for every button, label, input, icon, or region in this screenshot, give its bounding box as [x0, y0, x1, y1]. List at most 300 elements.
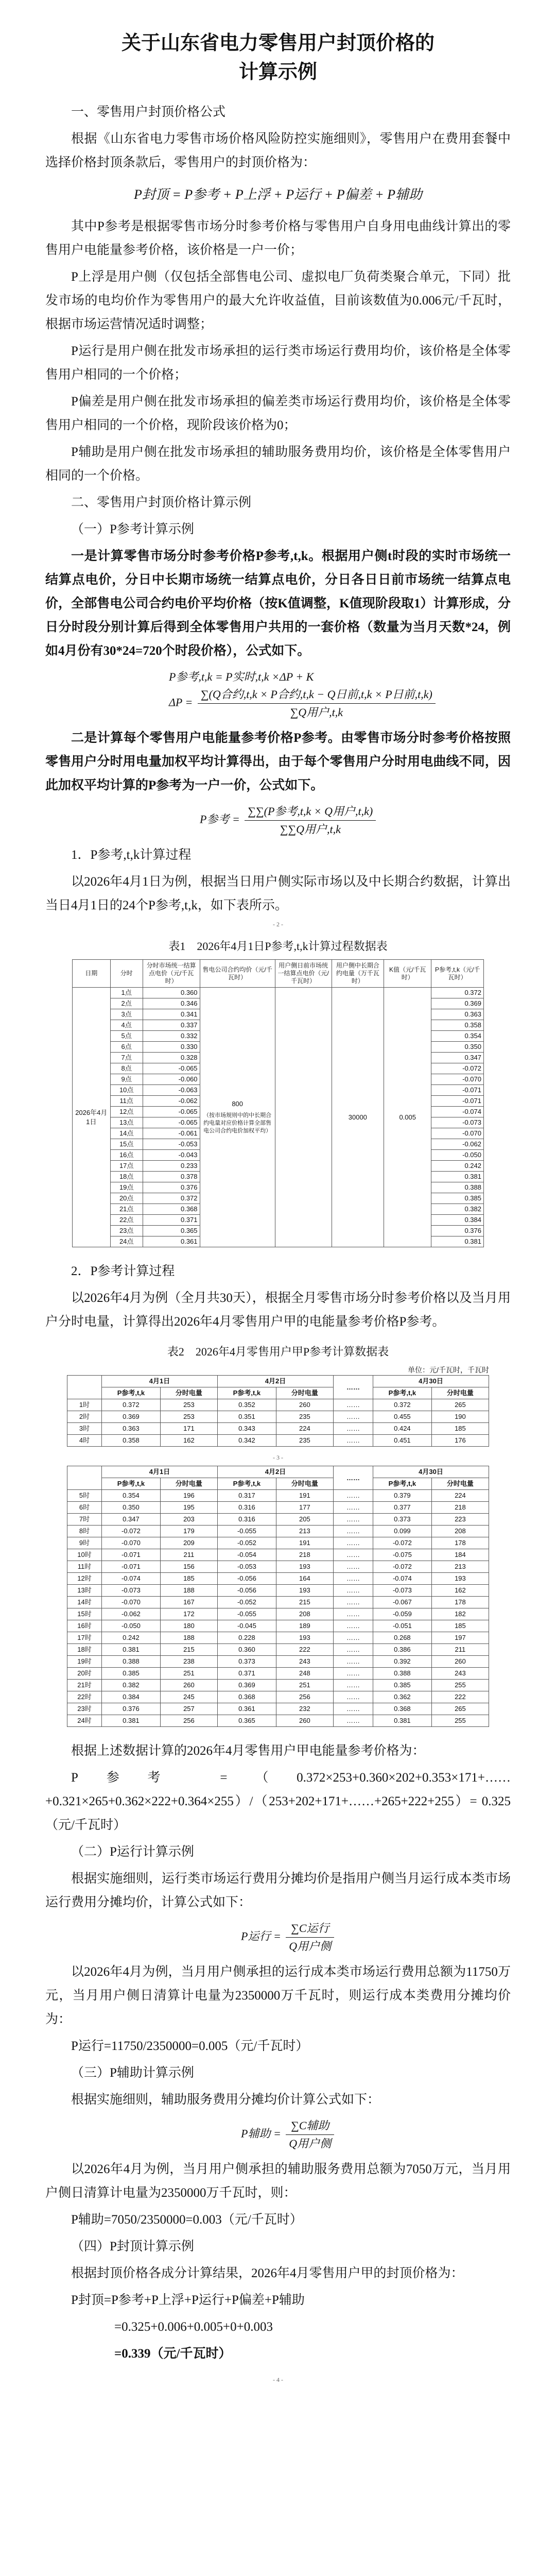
table-cell: 9点	[110, 1074, 143, 1085]
table-cell: ……	[333, 1656, 373, 1668]
table-cell: 208	[431, 1526, 489, 1537]
column-subheader: 分时电量	[276, 1387, 333, 1399]
table-cell: 255	[431, 1715, 489, 1727]
table-cell: 0.268	[373, 1632, 431, 1644]
table-cell: 251	[276, 1680, 333, 1691]
table-cell: 4时	[67, 1435, 102, 1447]
table-cell: 17时	[67, 1632, 102, 1644]
paragraph-bold: 一是计算零售市场分时参考价格P参考,t,k。根据用户侧t时段的实时市场统一结算点电价，分日中长期市场统一结算点电价，分日各日日前市场统一结算点电价，全部售电公司合约电价平均价格（按K值调整，K值现阶段取1）计算形成，分日分时段分别计算后得到全体零售用户共用的一套价格（数量为当月天数*24，例如4月份有30*24=720个时段价格），公式如下。	[45, 549, 511, 658]
formula-lhs: P辅助 =	[241, 2127, 281, 2140]
table-cell: -0.071	[431, 1085, 484, 1096]
table-cell: 9时	[67, 1537, 102, 1549]
table-cell: 245	[160, 1691, 217, 1703]
paragraph: 以2026年4月为例，当月用户侧承担的运行成本类市场运行费用总额为11750万元，当月用户侧日清算计电量为2350000万千瓦时，则运行成本类费用分摊均价为：	[45, 1965, 511, 2026]
table-cell: 178	[431, 1537, 489, 1549]
table-cell: -0.072	[373, 1537, 431, 1549]
table-cell: 22点	[110, 1215, 143, 1226]
table-cell: 193	[276, 1585, 333, 1597]
table-subheader-row	[67, 1387, 489, 1399]
table-cell: 0.372	[373, 1399, 431, 1411]
column-header: 分时	[110, 960, 143, 988]
table-cell: 224	[276, 1423, 333, 1435]
table-cell: 191	[276, 1537, 333, 1549]
table-cell: 185	[431, 1620, 489, 1632]
table-cell: -0.070	[431, 1074, 484, 1085]
table-row	[67, 1561, 489, 1573]
fraction	[286, 1920, 334, 1955]
column-subheader: 分时电量	[160, 1478, 217, 1490]
table-cell: -0.062	[143, 1096, 200, 1107]
table-cell: 21点	[110, 1204, 143, 1215]
table-cell: -0.062	[102, 1608, 161, 1620]
table-cell: -0.063	[143, 1085, 200, 1096]
table-cell: 24时	[67, 1715, 102, 1727]
table-cell: 0.233	[143, 1161, 200, 1172]
page-number: - 3 -	[273, 1454, 283, 1461]
fraction-denominator: Q用户侧	[289, 1940, 332, 1953]
column-header: 日期	[73, 960, 111, 988]
table-cell: 8点	[110, 1063, 143, 1074]
table-row	[67, 1549, 489, 1561]
paragraph: 根据实施细则，运行类市场运行费用分摊均价是指用户侧当月运行成本类市场运行费用分摊均价，计算公式如下：	[45, 1872, 511, 1909]
column-subheader: 分时电量	[276, 1478, 333, 1490]
table-cell: 265	[431, 1703, 489, 1715]
table-cell: 0.317	[217, 1490, 276, 1502]
table-cell: 0.316	[217, 1502, 276, 1514]
table-user-price-part2	[67, 1466, 489, 1727]
table-cell: 243	[276, 1656, 333, 1668]
fraction-numerator: ∑C辅助	[286, 2117, 334, 2135]
table-cell: 0.388	[102, 1656, 161, 1668]
table-cell: ……	[333, 1399, 373, 1411]
table-row	[67, 1585, 489, 1597]
formula-user-price	[200, 803, 511, 838]
table-cell: 0.386	[373, 1644, 431, 1656]
formula-time-price	[169, 668, 511, 721]
table-cell: 0.424	[373, 1423, 431, 1435]
table-cell: 21时	[67, 1680, 102, 1691]
table-cell: 178	[431, 1597, 489, 1608]
table-cell: ……	[333, 1490, 373, 1502]
table-cell: 235	[276, 1435, 333, 1447]
table-cell: 215	[160, 1644, 217, 1656]
column-subheader: P参考,t,k	[102, 1478, 161, 1490]
table-cell: 2时	[67, 1411, 102, 1423]
table-cell: 19点	[110, 1182, 143, 1193]
table-cell: 0.381	[431, 1172, 484, 1182]
table-cell: 4点	[110, 1020, 143, 1031]
table-cell: 0.354	[431, 1031, 484, 1042]
table-row	[67, 1620, 489, 1632]
paragraph: 根据上述数据计算的2026年4月零售用户甲电能量参考价格为：	[71, 1744, 425, 1758]
table-cell: 0.347	[431, 1053, 484, 1063]
table-cell: -0.062	[431, 1139, 484, 1150]
table-cell: 0.361	[143, 1236, 200, 1247]
table-cell: 256	[160, 1715, 217, 1727]
table-cell: -0.074	[373, 1573, 431, 1585]
table-body	[67, 1490, 489, 1727]
table-cell: 188	[160, 1585, 217, 1597]
table-cell: 7点	[110, 1053, 143, 1063]
table-cell: ……	[333, 1632, 373, 1644]
table-cell: 18点	[110, 1172, 143, 1182]
table-cell	[200, 988, 275, 1247]
formula-operation	[241, 1920, 511, 1955]
table-cell: 10点	[110, 1085, 143, 1096]
table-cell: 203	[160, 1514, 217, 1526]
table-cell: -0.045	[217, 1620, 276, 1632]
table-cell: 208	[276, 1608, 333, 1620]
table-row	[67, 1644, 489, 1656]
fraction	[198, 686, 436, 721]
section-heading-2: 二、零售用户封顶价格计算示例	[71, 496, 252, 510]
title-line-1: 关于山东省电力零售用户封顶价格的	[121, 31, 435, 54]
fraction	[286, 2117, 334, 2153]
table-cell: 222	[276, 1644, 333, 1656]
column-subheader: 分时电量	[431, 1478, 489, 1490]
table-cell: 0.368	[217, 1691, 276, 1703]
table2-caption: 表2 2026年4月零售用户甲P参考计算数据表	[167, 1345, 389, 1358]
table-cell: 0.354	[102, 1490, 161, 1502]
table-row	[67, 1537, 489, 1549]
table-cell: ……	[333, 1435, 373, 1447]
paragraph: 根据《山东省电力零售市场价格风险防控实施细则》，零售用户在费用套餐中选择价格封顶条款后，零售用户的封顶价格为：	[45, 132, 511, 170]
table-row	[67, 1715, 489, 1727]
table-cell: 7时	[67, 1514, 102, 1526]
table-cell: 0.369	[431, 998, 484, 1009]
table-cell: 251	[160, 1668, 217, 1680]
table-cell: -0.067	[373, 1597, 431, 1608]
contract-price: 800	[232, 1100, 244, 1108]
formula-lhs: P运行 =	[241, 1929, 281, 1943]
subsection-heading: （三）P辅助计算示例	[71, 2066, 194, 2080]
table-cell: 235	[276, 1411, 333, 1423]
table-cell: 205	[276, 1514, 333, 1526]
numbered-heading: 2．P参考计算过程	[71, 1264, 175, 1278]
table-row	[67, 1573, 489, 1585]
table-cell: 6时	[67, 1502, 102, 1514]
fraction	[245, 803, 376, 838]
table-cell: 197	[431, 1632, 489, 1644]
paragraph: 以2026年4月为例，当月用户侧承担的辅助服务费用总额为7050万元，当月用户侧日清算计电量为2350000万千瓦时，则：	[45, 2162, 511, 2200]
formula-lhs: ΔP =	[169, 696, 193, 709]
table-cell: 0.376	[143, 1182, 200, 1193]
table-cell: 224	[431, 1490, 489, 1502]
table-cell: -0.071	[102, 1549, 161, 1561]
table-cell: 0.351	[217, 1411, 276, 1423]
column-header: 4月2日	[217, 1376, 333, 1387]
table-cell: ……	[333, 1423, 373, 1435]
table-cell: 0.382	[102, 1680, 161, 1691]
table-cell: 0.381	[102, 1715, 161, 1727]
table-header-row	[67, 1466, 489, 1478]
table-cell: -0.055	[217, 1526, 276, 1537]
column-header	[67, 1376, 102, 1399]
column-header: ……	[333, 1376, 373, 1399]
table-cell: 232	[276, 1703, 333, 1715]
table-cell: 0.362	[373, 1691, 431, 1703]
table-cell: -0.050	[102, 1620, 161, 1632]
column-header: 4月1日	[102, 1466, 218, 1478]
table-cell: 0.242	[431, 1161, 484, 1172]
table-cell: 0.005	[384, 988, 431, 1247]
table-cell: 15时	[67, 1608, 102, 1620]
table-cell: 238	[160, 1656, 217, 1668]
formula-final: =0.339（元/千瓦时）	[114, 2347, 232, 2361]
table-cell: ……	[333, 1411, 373, 1423]
table-cell: 255	[431, 1680, 489, 1691]
fraction-numerator: ∑∑(P参考,t,k × Q用户,t,k)	[245, 803, 376, 821]
table-cell: 12时	[67, 1573, 102, 1585]
table-cell: 0.343	[217, 1423, 276, 1435]
table-cell: 253	[160, 1399, 217, 1411]
table-cell: -0.071	[102, 1561, 161, 1573]
subsection-heading: （二）P运行计算示例	[71, 1845, 194, 1859]
table-cell: 0.371	[143, 1215, 200, 1226]
title-line-2: 计算示例	[238, 60, 317, 83]
table-cell: 13点	[110, 1117, 143, 1128]
paragraph: 根据封顶价格各成分计算结果，2026年4月零售用户甲的封顶价格为：	[71, 2266, 464, 2280]
table-cell: 218	[276, 1549, 333, 1561]
table-cell: 191	[276, 1490, 333, 1502]
table-cell: 0.099	[373, 1526, 431, 1537]
table-row	[67, 1502, 489, 1514]
table-cell: -0.072	[431, 1063, 484, 1074]
table-cell: 265	[431, 1399, 489, 1411]
table-cell: 0.330	[143, 1042, 200, 1053]
table-cell: -0.056	[217, 1573, 276, 1585]
table-cell: -0.065	[143, 1107, 200, 1117]
table-cell: 0.358	[431, 1020, 484, 1031]
table-header-row	[73, 960, 484, 988]
paragraph: 根据实施细则，辅助服务费用分摊均价计算公式如下：	[71, 2093, 380, 2107]
table-cell: 17点	[110, 1161, 143, 1172]
table2-unit: 单位：元/千瓦时，千瓦时	[408, 1366, 489, 1374]
table-cell: 171	[160, 1423, 217, 1435]
formula-auxiliary	[241, 2117, 511, 2153]
paragraph: P运行是用户侧在批发市场承担的运行类市场运行费用均价，该价格是全体零售用户相同的一个价格；	[45, 344, 511, 382]
formula-result: P运行=11750/2350000=0.005（元/千瓦时）	[71, 2039, 309, 2053]
table-cell: 8时	[67, 1526, 102, 1537]
column-subheader: 分时电量	[431, 1387, 489, 1399]
table-row	[67, 1680, 489, 1691]
table-cell: ……	[333, 1680, 373, 1691]
table-cell: ……	[333, 1561, 373, 1573]
table-cell: 185	[431, 1423, 489, 1435]
table-cell: 0.378	[143, 1172, 200, 1182]
table-row	[67, 1514, 489, 1526]
formula-lhs: P参考 =	[200, 812, 240, 826]
table-row	[67, 1691, 489, 1703]
table-cell: 0.373	[373, 1514, 431, 1526]
table-cell: 260	[431, 1656, 489, 1668]
page-number: - 4 -	[273, 2376, 283, 2383]
table-cell: -0.043	[143, 1150, 200, 1161]
column-subheader: P参考,t,k	[102, 1387, 161, 1399]
table-cell: 196	[160, 1490, 217, 1502]
table-cell: 0.363	[102, 1423, 161, 1435]
table-cell: 1点	[110, 988, 143, 998]
page-number: - 2 -	[273, 921, 283, 928]
paragraph: P上浮是用户侧（仅包括全部售电公司、虚拟电厂负荷类聚合单元，下同）批发市场的电均价作为零售用户的最大允许收益值，目前该数值为0.006元/千瓦时，根据市场运营情况适时调整；	[45, 270, 511, 331]
table-cell: -0.065	[143, 1117, 200, 1128]
table-cell: 253	[160, 1411, 217, 1423]
table-cell: -0.073	[102, 1585, 161, 1597]
table-cell: 0.368	[143, 1204, 200, 1215]
table-row	[67, 1435, 489, 1447]
table-cell: 20点	[110, 1193, 143, 1204]
table-cell: 0.381	[373, 1715, 431, 1727]
table-cell: ……	[333, 1644, 373, 1656]
formula-cap-price: P封顶 = P参考 + P上浮 + P运行 + P偏差 + P辅助	[133, 187, 423, 202]
table-cell: -0.075	[373, 1549, 431, 1561]
paragraph: 以2026年4月为例（全月共30天），根据全月零售市场分时参考价格以及当月用户分时电量，计算得出2026年4月零售用户甲的电能量参考价格P参考。	[45, 1291, 511, 1329]
table-cell: 189	[276, 1620, 333, 1632]
table-row	[67, 1632, 489, 1644]
table1-caption: 表1 2026年4月1日P参考,t,k计算过程数据表	[168, 940, 388, 953]
table-cell	[275, 988, 332, 1247]
formula-delta	[169, 686, 511, 721]
table-cell: -0.050	[431, 1150, 484, 1161]
table-cell: ……	[333, 1526, 373, 1537]
table-cell: ……	[333, 1585, 373, 1597]
table-cell: 0.365	[217, 1715, 276, 1727]
table-cell: 0.363	[431, 1009, 484, 1020]
table-cell: 184	[431, 1549, 489, 1561]
paragraph-bold: 二是计算每个零售用户电能量参考价格P参考。由零售市场分时参考价格按照零售用户分时用电量加权平均计算得出，由于每个零售用户分时用电曲线不同，因此加权平均计算的P参考为一户一价，公式如下。	[45, 731, 511, 792]
table-cell: -0.051	[373, 1620, 431, 1632]
formula-result: P参考 =（0.372×253+0.360×202+0.353×171+……+0.321×265+0.362×222+0.364×255）/（253+202+171+……+265+222+255）= 0.325（元/千瓦时）	[45, 1771, 511, 1832]
table-cell: -0.070	[102, 1597, 161, 1608]
table-cell: -0.056	[217, 1585, 276, 1597]
table-cell: 0.360	[217, 1644, 276, 1656]
column-header: 用户侧中长期合约电量（万千瓦时）	[332, 960, 384, 988]
table-cell: 218	[431, 1502, 489, 1514]
table-time-price	[72, 959, 484, 1247]
table-cell: -0.073	[373, 1585, 431, 1597]
table-cell: 0.361	[217, 1703, 276, 1715]
table-cell: 0.316	[217, 1514, 276, 1526]
table-cell: 177	[276, 1502, 333, 1514]
column-header: 4月2日	[217, 1466, 333, 1478]
table-cell: 3时	[67, 1423, 102, 1435]
table-cell: 5时	[67, 1490, 102, 1502]
formula-line: P参考,t,k = P实时,t,k ×ΔP + K	[169, 670, 314, 683]
table-cell: ……	[333, 1537, 373, 1549]
table-cell: 162	[160, 1435, 217, 1447]
table-cell: 215	[276, 1597, 333, 1608]
document-title	[45, 28, 511, 86]
subsection-heading: （一）P参考计算示例	[71, 522, 194, 536]
table-cell: 19时	[67, 1656, 102, 1668]
table-cell: 1时	[67, 1399, 102, 1411]
table-cell: 0.372	[143, 1193, 200, 1204]
table-cell: 0.392	[373, 1656, 431, 1668]
column-header: 用户侧日前市场统一结算点电价（元/千瓦时）	[275, 960, 332, 988]
table-cell: 0.347	[102, 1514, 161, 1526]
table-cell: 0.385	[373, 1680, 431, 1691]
table-cell: 0.384	[431, 1215, 484, 1226]
table-cell: 14时	[67, 1597, 102, 1608]
table-row	[67, 1656, 489, 1668]
table-cell: 0.376	[431, 1226, 484, 1236]
table-cell: 180	[160, 1620, 217, 1632]
contract-note: （按市场规则中的中长期合约电量对应价格计算全部售电公司合约电价加权平均）	[203, 1112, 272, 1134]
table-cell: 11时	[67, 1561, 102, 1573]
table-cell: 0.376	[102, 1703, 161, 1715]
table-cell: 193	[431, 1573, 489, 1585]
table-cell: 193	[276, 1561, 333, 1573]
section-heading-1: 一、零售用户封顶价格公式	[71, 105, 226, 119]
table-cell: 18时	[67, 1644, 102, 1656]
table-cell: 260	[276, 1399, 333, 1411]
column-header: 售电公司合约均价（元/千瓦时）	[200, 960, 275, 988]
table-cell: 176	[431, 1435, 489, 1447]
table-cell: 248	[276, 1668, 333, 1680]
table-cell: ……	[333, 1514, 373, 1526]
table-cell: -0.053	[143, 1139, 200, 1150]
table-header-row	[67, 1376, 489, 1387]
table-row	[73, 988, 484, 998]
table-cell: 0.372	[431, 988, 484, 998]
table-cell: 256	[276, 1691, 333, 1703]
fraction-denominator: ∑∑Q用户,t,k	[280, 823, 341, 836]
table-cell: ……	[333, 1573, 373, 1585]
table-cell: 0.342	[217, 1435, 276, 1447]
formula-result: P封顶=P参考+P上浮+P运行+P偏差+P辅助	[71, 2293, 305, 2307]
table-cell: 260	[276, 1715, 333, 1727]
table-row	[67, 1526, 489, 1537]
table-cell: 0.350	[102, 1502, 161, 1514]
table-cell: 0.381	[431, 1236, 484, 1247]
table-cell: 179	[160, 1526, 217, 1537]
column-header: 4月30日	[373, 1376, 489, 1387]
table-cell: 0.332	[143, 1031, 200, 1042]
table-cell: ……	[333, 1691, 373, 1703]
table-cell: 0.352	[217, 1399, 276, 1411]
table-cell: ……	[333, 1715, 373, 1727]
table-cell: 0.384	[102, 1691, 161, 1703]
table-cell: -0.061	[143, 1128, 200, 1139]
table-cell: 0.377	[373, 1502, 431, 1514]
table-cell: -0.054	[217, 1549, 276, 1561]
paragraph: P辅助是用户侧在批发市场承担的辅助服务费用均价，该价格是全体零售用户相同的一个价格。	[45, 445, 511, 483]
table-cell: 0.382	[431, 1204, 484, 1215]
table-cell: 172	[160, 1608, 217, 1620]
table-cell: -0.072	[373, 1561, 431, 1573]
table-cell: -0.074	[431, 1107, 484, 1117]
table-cell: -0.071	[431, 1096, 484, 1107]
table-cell: 0.388	[431, 1182, 484, 1193]
table-row	[67, 1423, 489, 1435]
table-cell: 0.369	[102, 1411, 161, 1423]
table-cell: 10时	[67, 1549, 102, 1561]
table-cell: -0.070	[102, 1537, 161, 1549]
table-cell: 185	[160, 1573, 217, 1585]
table-cell: -0.072	[102, 1526, 161, 1537]
table-cell: 22时	[67, 1691, 102, 1703]
table-cell: 23时	[67, 1703, 102, 1715]
table-cell: 2026年4月1日	[73, 988, 111, 1247]
table-body	[73, 988, 484, 1247]
fraction-denominator: ∑Q用户,t,k	[290, 706, 343, 719]
table-cell: 16点	[110, 1150, 143, 1161]
table-cell: 0.455	[373, 1411, 431, 1423]
table-cell: 6点	[110, 1042, 143, 1053]
table-cell: 243	[431, 1668, 489, 1680]
table-cell: 0.328	[143, 1053, 200, 1063]
table-cell: 0.385	[431, 1193, 484, 1204]
